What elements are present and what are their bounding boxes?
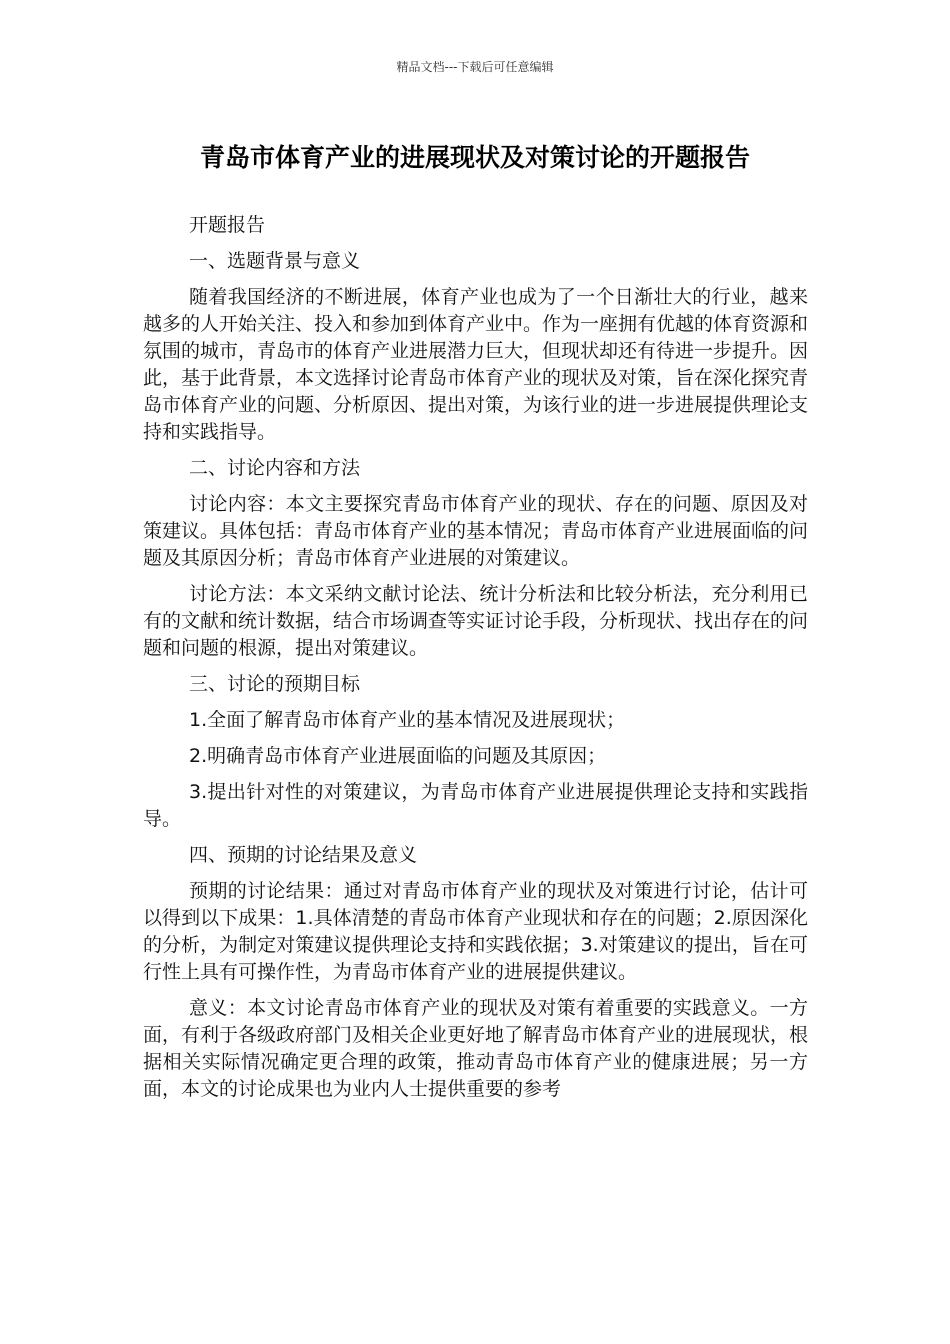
paragraph-research-content: 讨论内容：本文主要探究青岛市体育产业的现状、存在的问题、原因及对策建议。具体包括：青岛市体育产业的基本情况；青岛市体育产业进展面临的问题及其原因分析；青岛市体育产业进展的对策建议。 (143, 493, 809, 569)
section-heading-content-methods: 二、讨论内容和方法 (189, 457, 361, 479)
section-heading-results: 四、预期的讨论结果及意义 (189, 844, 418, 866)
header-note: 精品文档---下载后可任意编辑 (396, 60, 554, 74)
paragraph-background: 随着我国经济的不断进展，体育产业也成为了一个日渐壮大的行业，越来越多的人开始关注、投入和参加到体育产业中。作为一座拥有优越的体育资源和氛围的城市，青岛市的体育产业进展潜力巨大，但现状却还有待进一步提升。因此，基于此背景，本文选择讨论青岛市体育产业的现状及对策，旨在深化探究青岛市体育产业的问题、分析原因、提出对策，为该行业的进一步进展提供理论支持和实践指导。 (143, 286, 809, 443)
goal-item-3: 3.提出针对性的对策建议，为青岛市体育产业进展提供理论支持和实践指导。 (143, 781, 808, 830)
document-title: 青岛市体育产业的进展现状及对策讨论的开题报告 (199, 143, 750, 172)
paragraph-expected-results: 预期的讨论结果：通过对青岛市体育产业的现状及对策进行讨论，估计可以得到以下成果：1.具体清楚的青岛市体育产业现状和存在的问题；2.原因深化的分析，为制定对策建议提供理论支持和实践依据；3.对策建议的提出，旨在可行性上具有可操作性，为青岛市体育产业的进展提供建议。 (143, 880, 808, 983)
goal-item-1: 1.全面了解青岛市体育产业的基本情况及进展现状； (189, 709, 626, 731)
document-body (143, 212, 808, 1112)
paragraph-research-methods: 讨论方法：本文采纳文献讨论法、统计分析法和比较分析法，充分利用已有的文献和统计数据，结合市场调查等实证讨论手段，分析现状、找出存在的问题和问题的根源，提出对策建议。 (143, 583, 809, 659)
section-heading-goals: 三、讨论的预期目标 (189, 673, 361, 695)
goal-item-2: 2.明确青岛市体育产业进展面临的问题及其原因； (189, 745, 607, 767)
paragraph-report-label: 开题报告 (189, 214, 266, 236)
section-heading-background: 一、选题背景与意义 (189, 250, 361, 272)
paragraph-significance: 意义：本文讨论青岛市体育产业的现状及对策有着重要的实践意义。一方面，有利于各级政府部门及相关企业更好地了解青岛市体育产业的进展现状，根据相关实际情况确定更合理的政策，推动青岛市体育产业的健康进展；另一方面，本文的讨论成果也为业内人士提供重要的参考 (143, 997, 809, 1100)
